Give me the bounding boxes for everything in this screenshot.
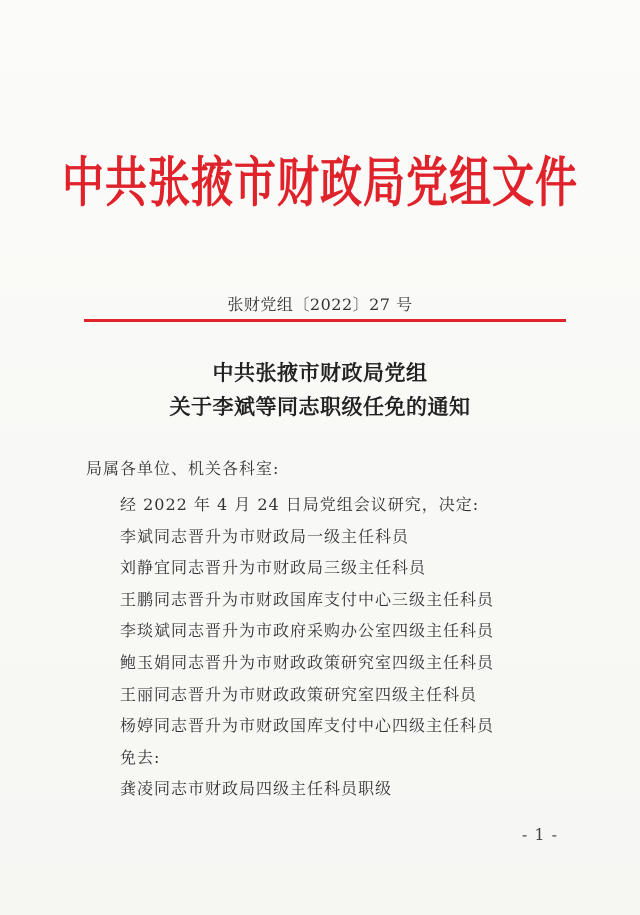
- body-line: 李琰斌同志晋升为市政府采购办公室四级主任科员: [120, 621, 495, 641]
- notice-body: [120, 489, 600, 805]
- body-line: 刘静宜同志晋升为市财政局三级主任科员: [120, 558, 427, 578]
- notice-title: [0, 356, 640, 424]
- body-line: 龚凌同志市财政局四级主任科员职级: [120, 779, 393, 799]
- body-line: 杨婷同志晋升为市财政国库支付中心四级主任科员: [120, 716, 495, 736]
- red-separator-line: [84, 319, 566, 322]
- document-number: 张财党组〔2022〕27 号: [227, 295, 413, 314]
- page-number: - 1 -: [521, 825, 558, 844]
- addressee: 局属各单位、机关各科室:: [86, 459, 280, 478]
- body-line: 王鹏同志晋升为市财政国库支付中心三级主任科员: [120, 589, 495, 609]
- body-line: 免去:: [120, 747, 161, 767]
- body-line: 李斌同志晋升为市财政局一级主任科员: [120, 526, 410, 546]
- title-line-1: 中共张掖市财政局党组: [212, 360, 428, 385]
- document-header: 中共张掖市财政局党组文件: [61, 151, 578, 214]
- body-line: 经 2022 年 4 月 24 日局党组会议研究，决定:: [120, 495, 480, 514]
- body-line: 王丽同志晋升为市财政政策研究室四级主任科员: [120, 684, 478, 704]
- title-line-2: 关于李斌等同志职级任免的通知: [169, 394, 471, 419]
- body-line: 鲍玉娟同志晋升为市财政政策研究室四级主任科员: [120, 652, 495, 672]
